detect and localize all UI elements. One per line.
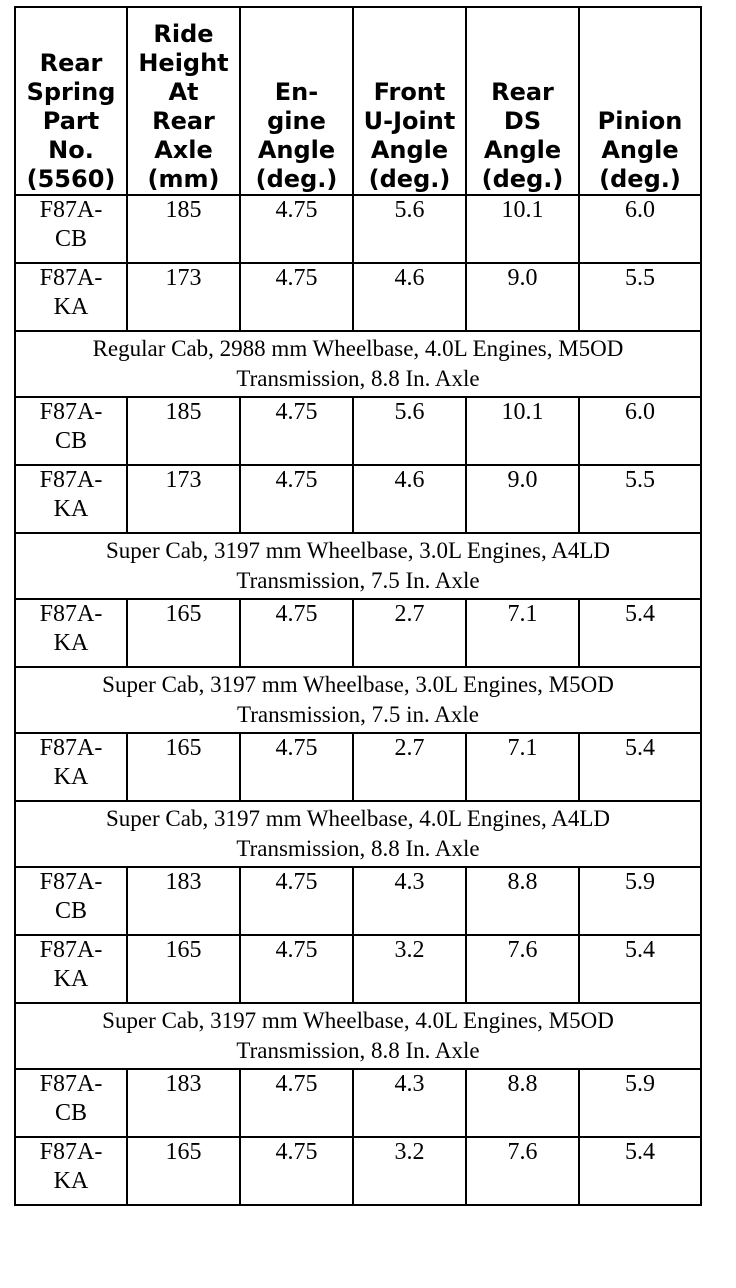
header-text-line: (deg.) <box>255 165 338 193</box>
section-description <box>15 331 701 397</box>
header-text-line: (5560) <box>26 165 116 193</box>
engine-angle-cell: 4.75 <box>240 599 353 667</box>
table-row <box>15 465 701 533</box>
header-text-line: Angle <box>601 136 679 164</box>
part-number-cell <box>15 1069 127 1137</box>
header-engine-angle <box>240 7 353 195</box>
table-row <box>15 935 701 1003</box>
header-ride-height <box>127 7 240 195</box>
driveline-angle-spec-document <box>14 6 700 1206</box>
pinion-angle-cell: 5.5 <box>579 263 701 331</box>
header-pinion-angle <box>579 7 701 195</box>
part-number-text: F87A- <box>39 467 103 493</box>
ride-height-cell: 185 <box>127 397 240 465</box>
engine-angle-cell: 4.75 <box>240 397 353 465</box>
driveline-angle-spec-table <box>14 6 702 1206</box>
rear-ds-angle-cell: 10.1 <box>466 397 579 465</box>
header-text-line: Angle <box>370 136 449 164</box>
part-number-text: F87A- <box>39 735 103 761</box>
engine-angle-cell: 4.75 <box>240 263 353 331</box>
front-u-joint-angle-cell: 4.3 <box>353 867 466 935</box>
front-u-joint-angle-cell: 2.7 <box>353 733 466 801</box>
header-text-line: At <box>168 78 199 106</box>
section-text-line: Transmission, 8.8 In. Axle <box>236 366 480 391</box>
section-text-line: Transmission, 8.8 In. Axle <box>236 836 480 861</box>
part-number-text: CB <box>54 1100 87 1126</box>
rear-ds-angle-cell: 7.6 <box>466 935 579 1003</box>
part-number-cell <box>15 465 127 533</box>
part-number-cell <box>15 397 127 465</box>
section-description <box>15 1003 701 1069</box>
header-text-line: Spring <box>26 78 116 106</box>
header-text-line: Part <box>42 107 100 135</box>
rear-ds-angle-cell: 7.1 <box>466 599 579 667</box>
table-row <box>15 733 701 801</box>
header-text-line: No. <box>48 136 94 164</box>
ride-height-cell: 183 <box>127 1069 240 1137</box>
front-u-joint-angle-cell: 5.6 <box>353 397 466 465</box>
pinion-angle-cell: 6.0 <box>579 397 701 465</box>
table-row <box>15 195 701 263</box>
table-header-row <box>15 7 701 195</box>
section-description <box>15 533 701 599</box>
header-rear-spring-part-no <box>15 7 127 195</box>
section-description <box>15 667 701 733</box>
rear-ds-angle-cell: 7.1 <box>466 733 579 801</box>
part-number-cell <box>15 1137 127 1205</box>
section-header-row <box>15 331 701 397</box>
header-text-line: (deg.) <box>368 165 451 193</box>
engine-angle-cell: 4.75 <box>240 867 353 935</box>
header-text-line: Ride <box>153 20 214 48</box>
front-u-joint-angle-cell: 5.6 <box>353 195 466 263</box>
pinion-angle-cell: 5.5 <box>579 465 701 533</box>
part-number-cell <box>15 867 127 935</box>
front-u-joint-angle-cell: 2.7 <box>353 599 466 667</box>
front-u-joint-angle-cell: 4.3 <box>353 1069 466 1137</box>
engine-angle-cell: 4.75 <box>240 1137 353 1205</box>
front-u-joint-angle-cell: 3.2 <box>353 935 466 1003</box>
section-text-line: Super Cab, 3197 mm Wheelbase, 3.0L Engines, A4LD <box>105 538 610 563</box>
part-number-text: KA <box>53 1168 89 1194</box>
ride-height-cell: 165 <box>127 733 240 801</box>
table-row <box>15 1137 701 1205</box>
part-number-text: F87A- <box>39 265 103 291</box>
ride-height-cell: 173 <box>127 465 240 533</box>
section-text-line: Super Cab, 3197 mm Wheelbase, 4.0L Engines, A4LD <box>105 806 610 831</box>
section-header-row <box>15 801 701 867</box>
header-text-line: Axle <box>154 136 213 164</box>
engine-angle-cell: 4.75 <box>240 465 353 533</box>
section-text-line: Transmission, 8.8 In. Axle <box>236 1038 480 1063</box>
rear-ds-angle-cell: 7.6 <box>466 1137 579 1205</box>
rear-ds-angle-cell: 8.8 <box>466 867 579 935</box>
part-number-cell <box>15 733 127 801</box>
header-text-line: (deg.) <box>599 165 681 193</box>
rear-ds-angle-cell: 9.0 <box>466 263 579 331</box>
ride-height-cell: 173 <box>127 263 240 331</box>
part-number-text: CB <box>54 226 87 252</box>
part-number-text: KA <box>53 630 89 656</box>
pinion-angle-cell: 5.4 <box>579 1137 701 1205</box>
section-text-line: Super Cab, 3197 mm Wheelbase, 4.0L Engines, M5OD <box>102 1008 614 1033</box>
table-row <box>15 1069 701 1137</box>
section-header-row <box>15 1003 701 1069</box>
section-text-line: Transmission, 7.5 in. Axle <box>237 702 479 727</box>
part-number-text: CB <box>54 428 87 454</box>
rear-ds-angle-cell: 10.1 <box>466 195 579 263</box>
part-number-cell <box>15 599 127 667</box>
pinion-angle-cell: 5.9 <box>579 867 701 935</box>
part-number-text: F87A- <box>39 399 103 425</box>
header-text-line: U-Joint <box>363 107 456 135</box>
pinion-angle-cell: 6.0 <box>579 195 701 263</box>
part-number-text: KA <box>53 764 89 790</box>
part-number-text: F87A- <box>39 601 103 627</box>
part-number-text: CB <box>54 898 87 924</box>
section-description <box>15 801 701 867</box>
engine-angle-cell: 4.75 <box>240 1069 353 1137</box>
pinion-angle-cell: 5.4 <box>579 733 701 801</box>
header-text-line: Rear <box>39 49 103 77</box>
front-u-joint-angle-cell: 4.6 <box>353 263 466 331</box>
table-row <box>15 599 701 667</box>
header-text-line: Rear <box>491 78 554 106</box>
header-text-line: (mm) <box>147 165 220 193</box>
section-header-row <box>15 533 701 599</box>
ride-height-cell: 165 <box>127 1137 240 1205</box>
part-number-text: KA <box>53 294 89 320</box>
part-number-cell <box>15 935 127 1003</box>
header-text-line: Angle <box>257 136 336 164</box>
header-text-line: Angle <box>483 136 562 164</box>
table-body <box>15 195 701 1205</box>
pinion-angle-cell: 5.4 <box>579 935 701 1003</box>
part-number-text: F87A- <box>39 197 103 223</box>
header-text-line: gine <box>267 107 326 135</box>
engine-angle-cell: 4.75 <box>240 195 353 263</box>
pinion-angle-cell: 5.4 <box>579 599 701 667</box>
section-text-line: Transmission, 7.5 In. Axle <box>236 568 480 593</box>
ride-height-cell: 185 <box>127 195 240 263</box>
part-number-cell <box>15 263 127 331</box>
part-number-text: F87A- <box>39 1071 103 1097</box>
section-header-row <box>15 667 701 733</box>
table-row <box>15 263 701 331</box>
section-text-line: Regular Cab, 2988 mm Wheelbase, 4.0L Engines, M5OD <box>92 336 624 361</box>
part-number-text: KA <box>53 496 89 522</box>
header-text-line: Rear <box>152 107 215 135</box>
part-number-text: F87A- <box>39 1139 103 1165</box>
table-row <box>15 867 701 935</box>
part-number-text: F87A- <box>39 869 103 895</box>
header-text-line: Height <box>138 49 229 77</box>
front-u-joint-angle-cell: 4.6 <box>353 465 466 533</box>
part-number-text: KA <box>53 966 89 992</box>
rear-ds-angle-cell: 8.8 <box>466 1069 579 1137</box>
ride-height-cell: 183 <box>127 867 240 935</box>
engine-angle-cell: 4.75 <box>240 935 353 1003</box>
header-text-line: Pinion <box>597 107 683 135</box>
section-text-line: Super Cab, 3197 mm Wheelbase, 3.0L Engines, M5OD <box>102 672 614 697</box>
header-text-line: (deg.) <box>481 165 564 193</box>
rear-ds-angle-cell: 9.0 <box>466 465 579 533</box>
header-text-line: En- <box>274 78 319 106</box>
ride-height-cell: 165 <box>127 599 240 667</box>
header-front-u-joint-angle <box>353 7 466 195</box>
part-number-cell <box>15 195 127 263</box>
engine-angle-cell: 4.75 <box>240 733 353 801</box>
ride-height-cell: 165 <box>127 935 240 1003</box>
front-u-joint-angle-cell: 3.2 <box>353 1137 466 1205</box>
part-number-text: F87A- <box>39 937 103 963</box>
header-text-line: Front <box>373 78 446 106</box>
header-text-line: DS <box>503 107 542 135</box>
table-row <box>15 397 701 465</box>
header-rear-ds-angle <box>466 7 579 195</box>
pinion-angle-cell: 5.9 <box>579 1069 701 1137</box>
